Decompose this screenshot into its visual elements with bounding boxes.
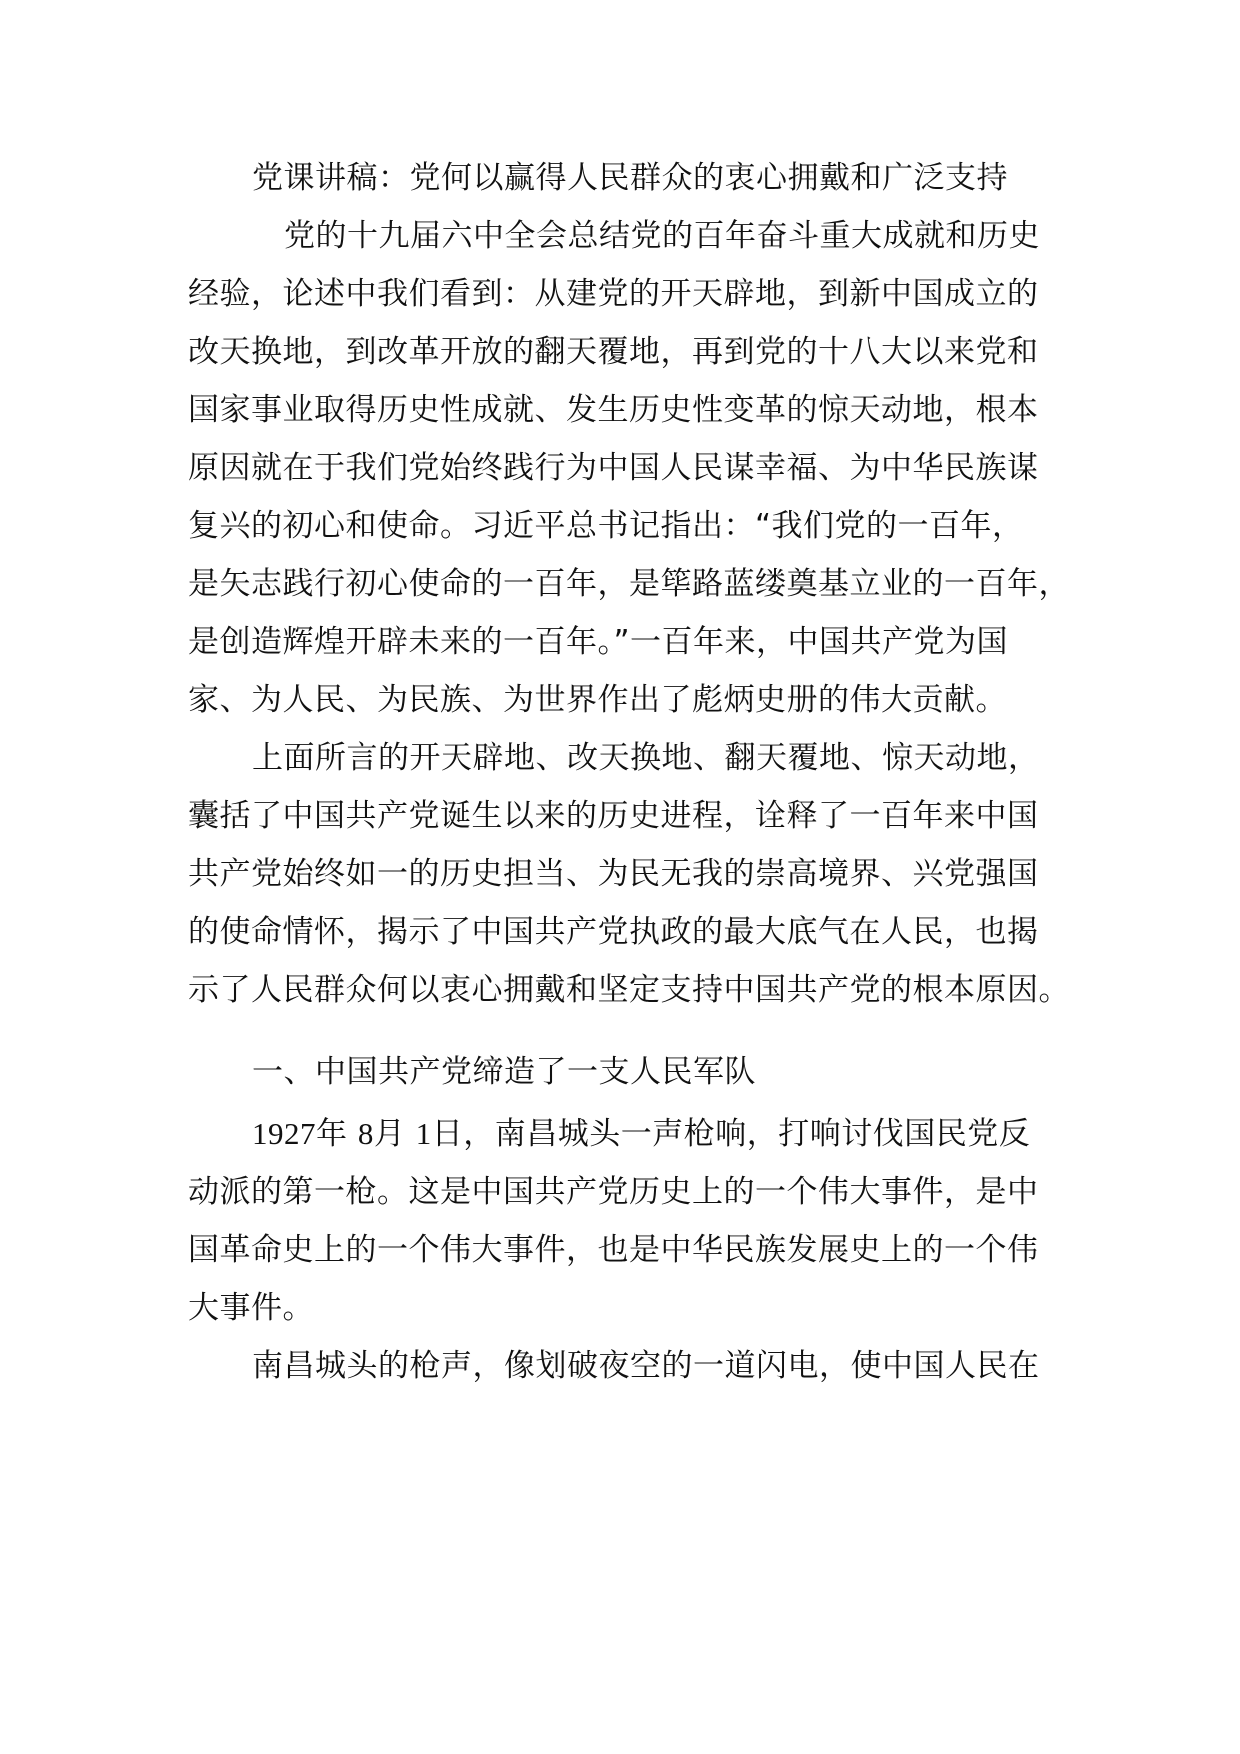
document-title: 党课讲稿：党何以赢得人民群众的衷心拥戴和广泛支持 xyxy=(252,160,1008,196)
paragraph-line: 国革命史上的一个伟大事件，也是中华民族发展史上的一个伟 xyxy=(188,1232,1039,1268)
date-year: 1927 xyxy=(252,1116,316,1151)
date-month-unit: 月 xyxy=(373,1116,406,1152)
date-month: 8 xyxy=(357,1116,374,1151)
paragraph-line: 是矢志践行初心使命的一百年，是筚路蓝缕奠基立业的一百年， xyxy=(188,566,1070,602)
paragraph-line: 共产党始终如一的历史担当、为民无我的崇高境界、兴党强国 xyxy=(188,856,1039,892)
date-day: 1 xyxy=(415,1116,432,1151)
date-year-unit: 年 xyxy=(316,1116,348,1152)
paragraph-line: 示了人民群众何以衷心拥戴和坚定支持中国共产党的根本原因。 xyxy=(188,972,1070,1008)
paragraph-line: 经验，论述中我们看到：从建党的开天辟地，到新中国成立的 xyxy=(188,276,1039,312)
paragraph-line: 的使命情怀，揭示了中国共产党执政的最大底气在人民，也揭 xyxy=(188,914,1039,950)
paragraph-line: 党的十九届六中全会总结党的百年奋斗重大成就和历史 xyxy=(284,218,1040,254)
paragraph-line: 改天换地，到改革开放的翻天覆地，再到党的十八大以来党和 xyxy=(188,334,1039,370)
paragraph-line: 大事件。 xyxy=(188,1290,314,1326)
paragraph-line: 原因就在于我们党始终践行为中国人民谋幸福、为中华民族谋 xyxy=(188,450,1039,486)
paragraph-line: 囊括了中国共产党诞生以来的历史进程，诠释了一百年来中国 xyxy=(188,798,1039,834)
section-heading: 一、中国共产党缔造了一支人民军队 xyxy=(252,1054,756,1090)
paragraph-line: 上面所言的开天辟地、改天换地、翻天覆地、惊天动地， xyxy=(252,740,1040,776)
paragraph-line: 南昌城头的枪声，像划破夜空的一道闪电，使中国人民在 xyxy=(252,1348,1040,1384)
paragraph-line: 复兴的初心和使命。习近平总书记指出：“我们党的一百年， xyxy=(188,508,1024,544)
paragraph-text: 日，南昌城头一声枪响，打响讨伐国民党反 xyxy=(431,1116,1031,1152)
paragraph-line: 动派的第一枪。这是中国共产党历史上的一个伟大事件，是中 xyxy=(188,1174,1039,1210)
paragraph-line xyxy=(252,1114,1030,1154)
paragraph-line: 家、为人民、为民族、为世界作出了彪炳史册的伟大贡献。 xyxy=(188,682,1007,718)
paragraph-line: 国家事业取得历史性成就、发生历史性变革的惊天动地，根本 xyxy=(188,392,1039,428)
paragraph-line: 是创造辉煌开辟未来的一百年。”一百年来，中国共产党为国 xyxy=(188,624,1009,660)
